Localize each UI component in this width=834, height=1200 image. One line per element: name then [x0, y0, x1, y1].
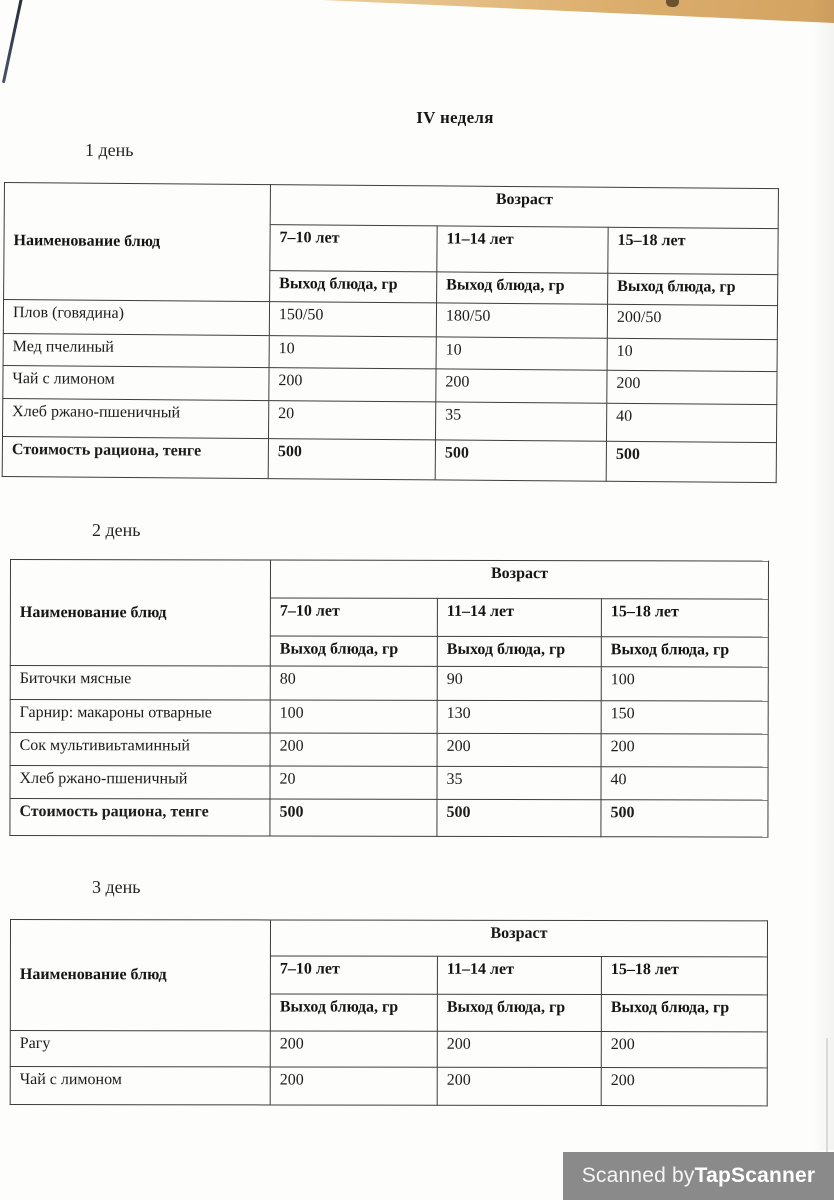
header-dishes: Наименование блюд [4, 183, 271, 302]
menu-table-day-1 [2, 182, 779, 483]
dish-name: Плов (говядина) [3, 300, 269, 336]
dish-value: 200 [601, 1068, 767, 1106]
header-output: Выход блюда, гр [608, 273, 778, 305]
day-3-section [0, 877, 834, 1105]
menu-table-day-2 [9, 559, 769, 838]
total-value: 500 [268, 439, 435, 480]
dish-value: 35 [435, 402, 606, 441]
header-age-7-10: 7–10 лет [270, 598, 437, 636]
dish-name: Сок мультивиьтаминный [10, 733, 270, 767]
dish-value: 200 [437, 733, 601, 766]
table-row [10, 700, 768, 735]
wood-speck [666, 0, 679, 7]
header-output: Выход блюда, гр [437, 272, 608, 304]
page-title: IV неделя [416, 108, 494, 127]
header-age-15-18: 15–18 лет [601, 957, 767, 995]
dish-value: 130 [437, 700, 601, 733]
dish-value: 200 [270, 733, 437, 766]
header-dishes: Наименование блюд [10, 560, 270, 667]
table-row [3, 398, 777, 442]
dish-value: 200 [601, 1032, 767, 1068]
menu-table-day-3 [10, 919, 768, 1106]
watermark-prefix: Scanned by [581, 1164, 695, 1187]
total-row [10, 799, 768, 838]
day-3-label: 3 день [92, 877, 141, 897]
table-row [10, 1031, 767, 1068]
day-1-label: 1 день [85, 140, 134, 160]
dish-value: 200 [437, 1031, 601, 1067]
header-output: Выход блюда, гр [270, 994, 437, 1031]
total-value: 500 [270, 799, 437, 836]
day-2-section [0, 520, 834, 836]
table-row [10, 733, 768, 768]
header-age-7-10: 7–10 лет [270, 225, 437, 272]
dish-value: 150/50 [269, 302, 436, 337]
header-age-11-14: 11–14 лет [437, 956, 601, 994]
header-age: Возраст [270, 560, 768, 599]
dish-value: 80 [270, 666, 437, 700]
total-value: 500 [435, 440, 606, 481]
header-output: Выход блюда, гр [437, 994, 601, 1031]
dish-name: Гарнир: макароны отварные [10, 700, 270, 734]
header-output: Выход блюда, гр [601, 637, 768, 667]
dish-value: 150 [601, 701, 768, 734]
dish-value: 40 [606, 403, 776, 442]
dish-value: 40 [601, 767, 768, 800]
header-age-15-18: 15–18 лет [608, 227, 778, 274]
tapscanner-watermark [563, 1152, 834, 1200]
header-age-15-18: 15–18 лет [601, 599, 768, 637]
dish-value: 200 [607, 370, 777, 404]
dish-value: 90 [437, 666, 601, 700]
total-row [2, 436, 776, 482]
header-output: Выход блюда, гр [437, 636, 601, 666]
dish-value: 10 [269, 336, 436, 369]
day-2-label: 2 день [92, 520, 141, 540]
dish-name: Хлеб ржано-пшеничный [10, 766, 270, 800]
header-output: Выход блюда, гр [601, 995, 767, 1032]
table-row [10, 766, 768, 801]
dish-name: Рагу [10, 1031, 270, 1067]
header-age: Возраст [270, 185, 778, 229]
dish-value: 200 [269, 368, 436, 402]
dish-value: 100 [270, 700, 437, 733]
dish-value: 20 [270, 766, 437, 799]
dish-value: 200 [270, 1031, 437, 1067]
dish-name: Хлеб ржано-пшеничный [3, 398, 269, 438]
dish-value: 20 [268, 401, 435, 440]
wood-table-edge [322, 0, 834, 23]
dish-name: Биточки мясные [10, 666, 270, 701]
dish-value: 200/50 [607, 304, 777, 339]
header-output: Выход блюда, гр [270, 271, 437, 303]
header-age-11-14: 11–14 лет [437, 226, 608, 273]
dish-value: 35 [437, 766, 601, 799]
total-label: Стоимость рациона, тенге [2, 436, 268, 478]
watermark-brand: TapScanner [694, 1164, 816, 1187]
dish-value: 180/50 [436, 303, 607, 338]
dish-name: Мед пчелиный [3, 333, 269, 367]
total-value: 500 [606, 441, 776, 482]
dish-name: Чай с лимоном [3, 365, 269, 400]
header-output: Выход блюда, гр [270, 636, 437, 666]
dish-value: 200 [270, 1067, 437, 1105]
dish-value: 200 [437, 1067, 601, 1105]
dish-name: Чай с лимоном [10, 1067, 270, 1105]
table-row [10, 1067, 767, 1106]
dish-value: 200 [601, 734, 768, 767]
dish-value: 10 [607, 338, 777, 371]
header-age-7-10: 7–10 лет [270, 956, 437, 994]
header-dishes: Наименование блюд [10, 920, 270, 1031]
day-1-section [0, 140, 834, 477]
total-value: 500 [601, 800, 768, 837]
page-corner-line [2, 0, 23, 83]
header-age: Возраст [270, 920, 767, 957]
header-age-11-14: 11–14 лет [437, 598, 601, 636]
dish-value: 100 [601, 667, 768, 701]
dish-value: 10 [436, 337, 607, 370]
total-label: Стоимость рациона, тенге [10, 799, 270, 837]
dish-value: 200 [436, 369, 607, 403]
total-value: 500 [437, 799, 601, 836]
table-row [10, 666, 768, 702]
